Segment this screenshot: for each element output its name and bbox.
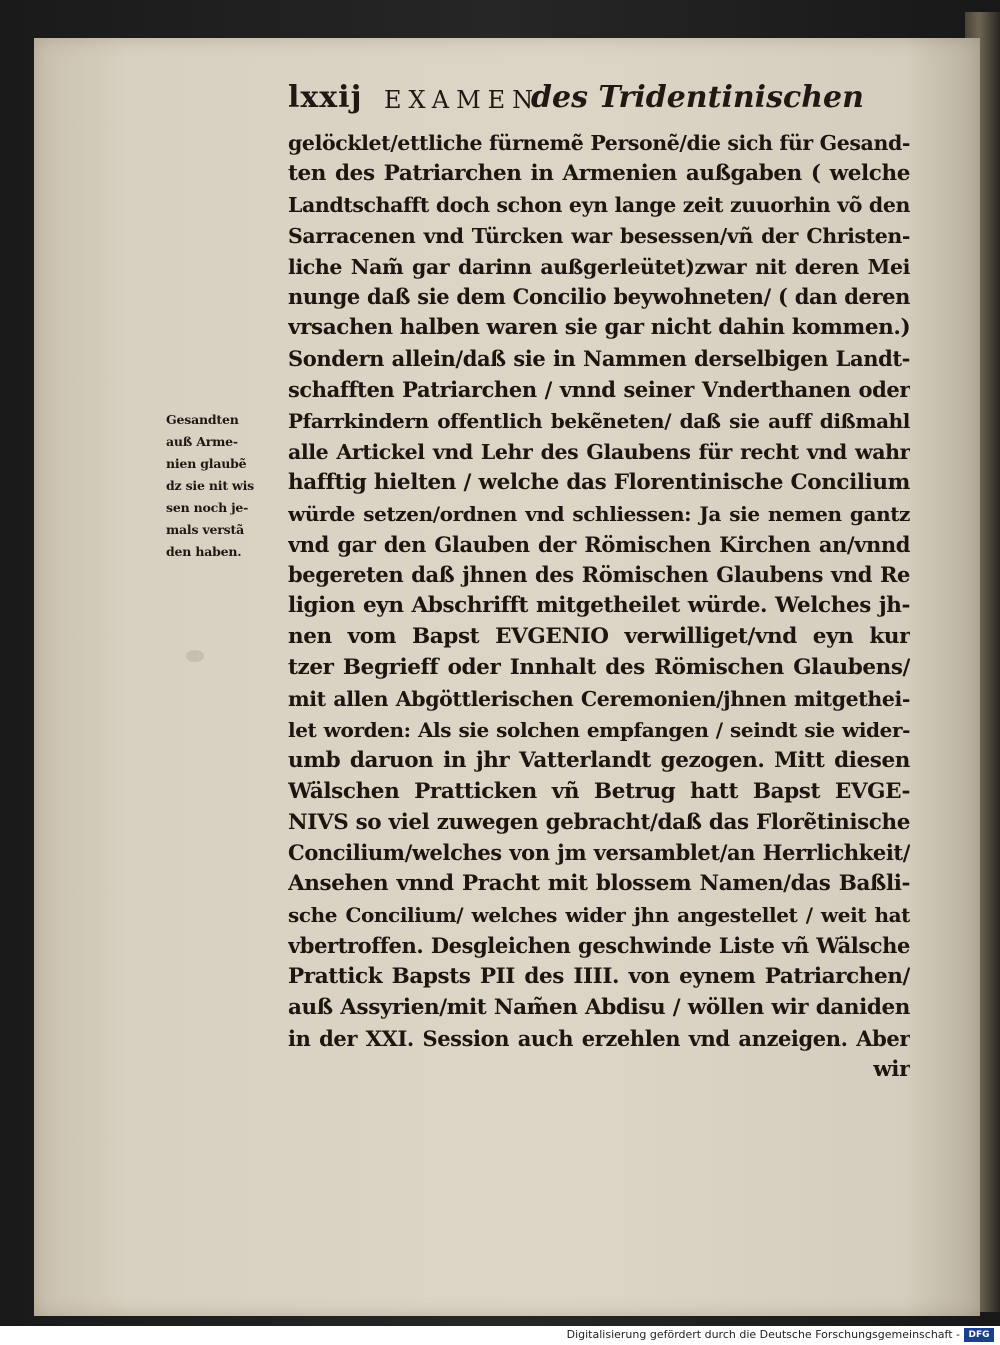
text-line: schafften Patriarchen / vnnd seiner Vnderthanen oder bbox=[288, 377, 910, 403]
text-line: Landtschafft doch schon eyn lange zeit zuuorhin võ den bbox=[288, 192, 910, 217]
margin-note-line: den haben. bbox=[166, 544, 242, 559]
text-line: vbertroffen. Desgleichen geschwinde Liste vñ Wälsche bbox=[288, 933, 910, 959]
text-line: nunge daß sie dem Concilio beywohneten/ ( dan deren bbox=[288, 284, 910, 310]
margin-note bbox=[166, 409, 286, 563]
text-line: Concilium/welches von jm versamblet/an Herrlichkeit/ bbox=[288, 840, 910, 866]
margin-note-line: nien glaubẽ bbox=[166, 456, 247, 471]
text-line: umb daruon in jhr Vatterlandt gezogen. Mitt diesen bbox=[288, 747, 910, 773]
text-line: gelöcklet/ettliche fürnemẽ Personẽ/die sich für Gesand- bbox=[288, 131, 910, 155]
text-line: alle Artickel vnd Lehr des Glaubens für recht vnd wahr bbox=[288, 439, 910, 464]
text-line: vrsachen halben waren sie gar nicht dahin kommen.) bbox=[288, 315, 910, 341]
text-line: vnd gar den Glauben der Römischen Kirchen an/vnnd bbox=[288, 531, 910, 557]
text-line: NIVS so viel zuwegen gebracht/daß das Florẽtinische bbox=[288, 809, 910, 835]
text-line: nen vom Bapst EVGENIO verwilliget/vnd eyn kur bbox=[288, 624, 910, 650]
dfg-logo: DFG bbox=[964, 1328, 994, 1342]
text-line: begereten daß jhnen des Römischen Glaubens vnd Re bbox=[288, 562, 910, 588]
body-text bbox=[288, 128, 910, 1086]
margin-note-line: mals verstã bbox=[166, 522, 244, 537]
margin-note-line: sen noch je- bbox=[166, 500, 249, 515]
text-line: auß Assyrien/mit Nam̃en Abdisu / wöllen wir daniden bbox=[288, 994, 910, 1020]
margin-note-line: dz sie nit wis bbox=[166, 478, 254, 493]
catchword: wir bbox=[873, 1056, 910, 1082]
text-line: Prattick Bapsts PII des IIII. von eynem Patriarchen/ bbox=[288, 964, 910, 990]
running-head-latin: EXAMEN bbox=[384, 86, 541, 114]
text-line: ten des Patriarchen in Armenien außgaben ( welche bbox=[288, 160, 910, 186]
text-line: sche Concilium/ welches wider jhn angestellet / weit hat bbox=[288, 903, 910, 928]
footer-bar bbox=[0, 1326, 1000, 1345]
text-line: würde setzen/ordnen vnd schliessen: Ja sie nemen gantz bbox=[288, 501, 910, 526]
margin-note-line: auß Arme- bbox=[166, 434, 238, 449]
text-line: mit allen Abgöttlerischen Ceremonien/jhnen mitgethei- bbox=[288, 687, 910, 712]
text-line: Sarracenen vnd Türcken war besessen/vñ der Christen- bbox=[288, 223, 910, 248]
paper-stain bbox=[186, 650, 204, 662]
margin-note-line: Gesandten bbox=[166, 412, 239, 427]
text-line: ligion eyn Abschrifft mitgetheilet würde. Welches jh- bbox=[288, 593, 910, 619]
page-header bbox=[284, 80, 924, 124]
folio-number: lxxij bbox=[288, 80, 363, 115]
text-line: tzer Begrieff oder Innhalt des Römischen Glaubens/ bbox=[288, 655, 910, 681]
funding-notice: Digitalisierung gefördert durch die Deutsche Forschungsgemeinschaft - bbox=[566, 1328, 960, 1341]
text-line: Sondern allein/daß sie in Nammen derselbigen Landt- bbox=[288, 346, 910, 372]
text-line: hafftig hielten / welche das Florentinische Concilium bbox=[288, 469, 910, 495]
running-head-german: des Tridentinischen bbox=[531, 80, 864, 115]
text-line: Ansehen vnnd Pracht mit blossem Namen/das Baßli- bbox=[288, 871, 910, 897]
text-line: Wälschen Pratticken vñ Betrug hatt Bapst EVGE- bbox=[288, 778, 910, 804]
text-line: let worden: Als sie solchen empfangen / seindt sie wider- bbox=[288, 717, 910, 742]
text-line: liche Nam̃ gar darinn außgerleütet)zwar nit deren Mei bbox=[288, 254, 910, 279]
text-line: Pfarrkindern offentlich bekẽneten/ daß sie auff dißmahl bbox=[288, 409, 910, 434]
text-line: in der XXI. Session auch erzehlen vnd anzeigen. Aber bbox=[288, 1025, 910, 1051]
